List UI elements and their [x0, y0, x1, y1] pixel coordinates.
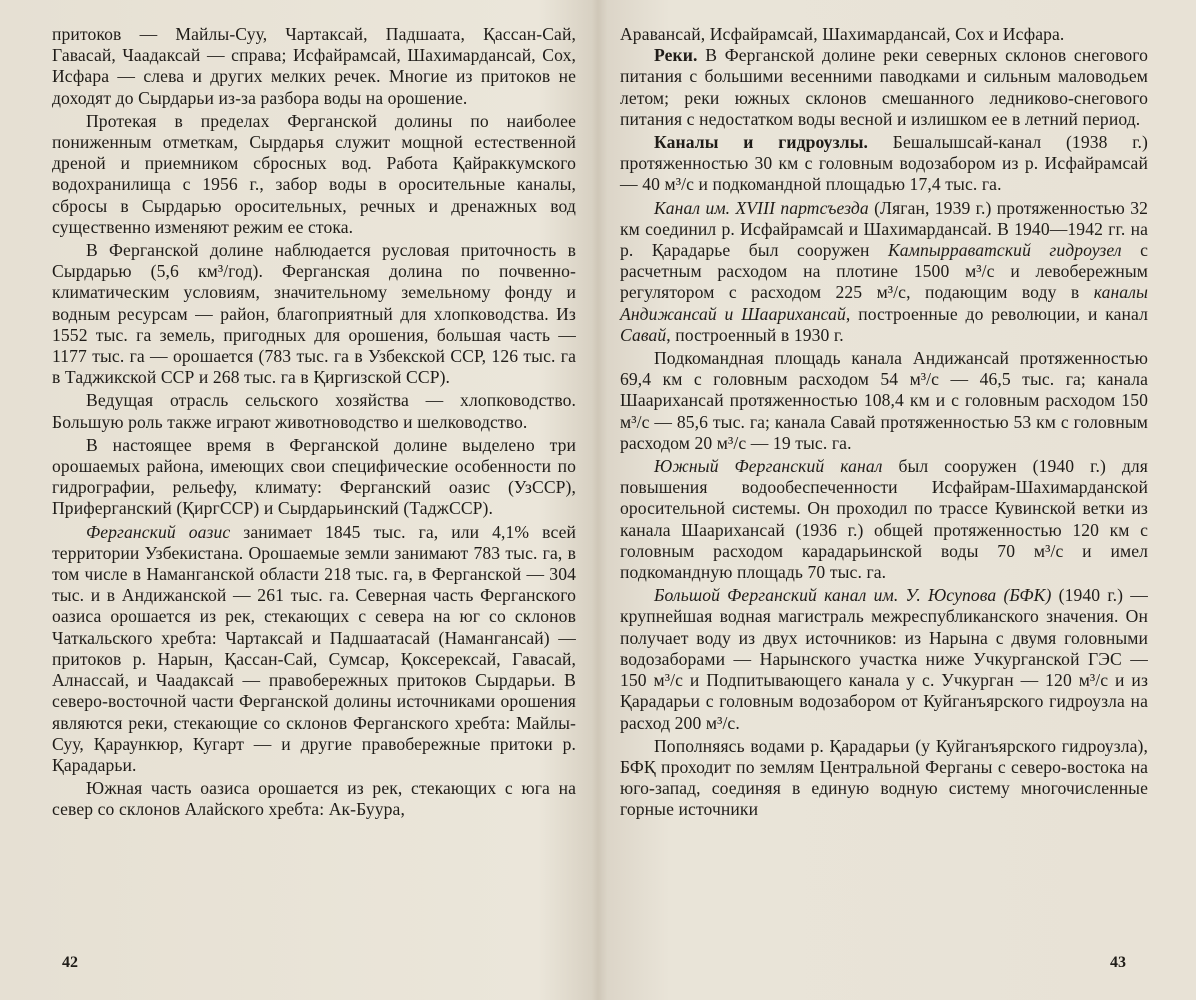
rivers-heading: Реки.: [654, 45, 698, 66]
left-paragraph-5: В настоящее время в Ферганской долине выделено три орошаемых района, имеющих свои специфические особенности по гидрографии, рельефу, климату: Ферганский оазис (УзССР), Приферганский (ҚиргССР) и Сырдарьинский (ТаджССР).: [52, 434, 576, 519]
partsezd-text-d: , построенный в 1930 г.: [666, 324, 844, 345]
left-paragraph-2: Протекая в пределах Ферганской долины по наиболее пониженным отметкам, Сырдарья служит мощной естественной дреной и приемником сбросных вод. Работа Қайраккумского водохранилища с 1956 г., забор воды в оросительные каналы, сбросы в Сырдарью оросительных, речных и дренажных вод существенно изменяют режим ее стока.: [52, 110, 576, 237]
andijansai-term: каналы Андижансай и Шаарихансай: [620, 282, 1148, 324]
partsezd-text-c: , построенные до революции, и канал: [845, 303, 1148, 324]
oasis-text: занимает 1845 тыс. га, или 4,1% всей территории Узбекистана. Орошаемые земли занимают 783 тыс. га, в том числе в Наманганской области 218 тыс. га, в Ферганской — 304 тыс. и в Андижанской — 261 тыс. га. Северная часть Ферганского оазиса орошается из рек, стекающих с севера на юг со склонов Чаткальского хребта: Чартаксай и Падшаатасай (Наманганcай) — притоков р. Нарын, Қассан-Сай, Сумсар, Қоксерексай, Гавасай, Алнассай, и Чаадаксай — правобережных притоков Сырдарьи. В северо-восточной части Ферганской долины источниками орошения являются реки, стекающие со склонов Ферганского хребта: Майлы-Суу, Қараункюр, Кугарт — и другие правобережные притоки р. Қарадарьи.: [52, 521, 577, 775]
canals-text: Бешалышсай-канал (1938 г.) протяженностью 30 км с головным водозабором из р. Исфайрамсай — 40 м³/с и подкомандной площадью 17,4 тыс. га.: [620, 132, 1149, 195]
page-number-right: 43: [1110, 954, 1126, 971]
left-paragraph-1: притоков — Майлы-Суу, Чартаксай, Падшаата, Қассан-Сай, Гавасай, Чаадаксай — справа; Исфайрамсай, Шахимардансай, Сох, Исфара — слева и других мелких речек. Многие из притоков не доходят до Сырдарьи из-за разбора воды на орошение.: [52, 24, 576, 108]
bfk-term: Большой Ферганский канал им. У. Юсупова (БФК): [654, 585, 1052, 606]
page-number-left: 42: [62, 954, 78, 971]
left-paragraph-3: В Ферганской долине наблюдается русловая приточность в Сырдарью (5,6 км³/год). Ферганская долина по почвенно-климатическим условиям, значительному земельному фонду и водным ресурсам — район, благоприятный для хлопководства. Из 1552 тыс. га земель, пригодных для орошения, большая часть — 1177 тыс. га — орошается (783 тыс. га в Узбекской ССР, 126 тыс. га в Таджикской ССР и 268 тыс. га в Қиргизской ССР).: [52, 240, 576, 388]
partsezd-paragraph: [620, 198, 1148, 346]
canals-heading: Каналы и гидроузлы.: [654, 132, 869, 153]
oasis-term: Ферганский оазис: [86, 521, 231, 542]
partsezd-text-b: с расчетным расходом на плотине 1500 м³/с и левобережным регулятором с расходом 225 м³/с, подающим воду в: [620, 240, 1148, 303]
south-fergana-text: был сооружен (1940 г.) для повышения водообеспеченности Исфайрам-Шахимарданской оросительной системы. Он проходил по трассе Кувинской ветки из канала Шаарихансай (1936 г.) общей протяженностью 120 км с головным расходом карадарьинской воды 70 м³/с и имел подкомандную площадь 70 тыс. га.: [620, 456, 1148, 583]
canals-paragraph: [620, 132, 1148, 196]
right-page: [598, 24, 1196, 974]
south-fergana-term: Южный Ферганский канал: [654, 456, 883, 477]
kampyrravat-term: Кампырраватский гидроузел: [888, 240, 1122, 261]
rivers-paragraph: [620, 45, 1148, 130]
left-paragraph-4: Ведущая отрасль сельского хозяйства — хлопководство. Большую роль также играют животноводство и шелководство.: [52, 390, 576, 432]
partsezd-text-a: (Ляган, 1939 г.) протяженностью 32 км соединил р. Исфайрамсай и Шахимардансай. В 1940—1942 гг. на р. Қарадарье был сооружен: [620, 197, 1148, 261]
bfk-text: (1940 г.) — крупнейшая водная магистраль межреспубликанского значения. Он получает воду из двух источников: из Нарына с двумя головными водозаборами — Нарынского участка ниже Учкурганской ГЭС — 150 м³/с и Подпитывающего канала у с. Учкурган — 120 м³/с и из Қарадарьи с головным водозабором от Куйганъярского гидроузла на расход 200 м³/с.: [620, 585, 1148, 733]
partsezd-canal-term: Канал им. XVIII партсъезда: [654, 197, 869, 218]
bfk-route-paragraph: Пополняясь водами р. Қарадарьи (у Куйганъярского гидроузла), БФҚ проходит по землям Центральной Ферганы с северо-востока на юго-запад, соединяя в единую водную систему многочисленные горные источники: [620, 735, 1148, 820]
bfk-paragraph: [620, 585, 1148, 733]
left-page: [0, 24, 590, 974]
left-paragraph-oasis: [52, 522, 576, 776]
command-area-paragraph: Подкомандная площадь канала Андижансай протяженностью 69,4 км с головным расходом 54 м³/с — 46,5 тыс. га; канала Шаарихансай протяженностью 108,4 км и с головным расходом 150 м³/с — 85,6 тыс. га; канала Савай протяженностью 53 км с головным расходом 20 м³/с — 19 тыс. га.: [620, 348, 1148, 453]
left-paragraph-last: Южная часть оазиса орошается из рек, стекающих с юга на север со склонов Алайского хребта: Ак-Буура,: [52, 778, 576, 820]
south-fergana-paragraph: [620, 456, 1148, 583]
rivers-text: В Ферганской долине реки северных склонов снегового питания с большими весенними паводками и сильным маловодьем летом; реки южных склонов смешанного ледниково-снегового питания с недостатком воды весной и излишком ее в летний период.: [620, 45, 1148, 129]
savai-term: Савай: [620, 324, 667, 345]
right-continuation: Аравансай, Исфайрамсай, Шахимардансай, Сох и Исфара.: [620, 24, 1065, 44]
